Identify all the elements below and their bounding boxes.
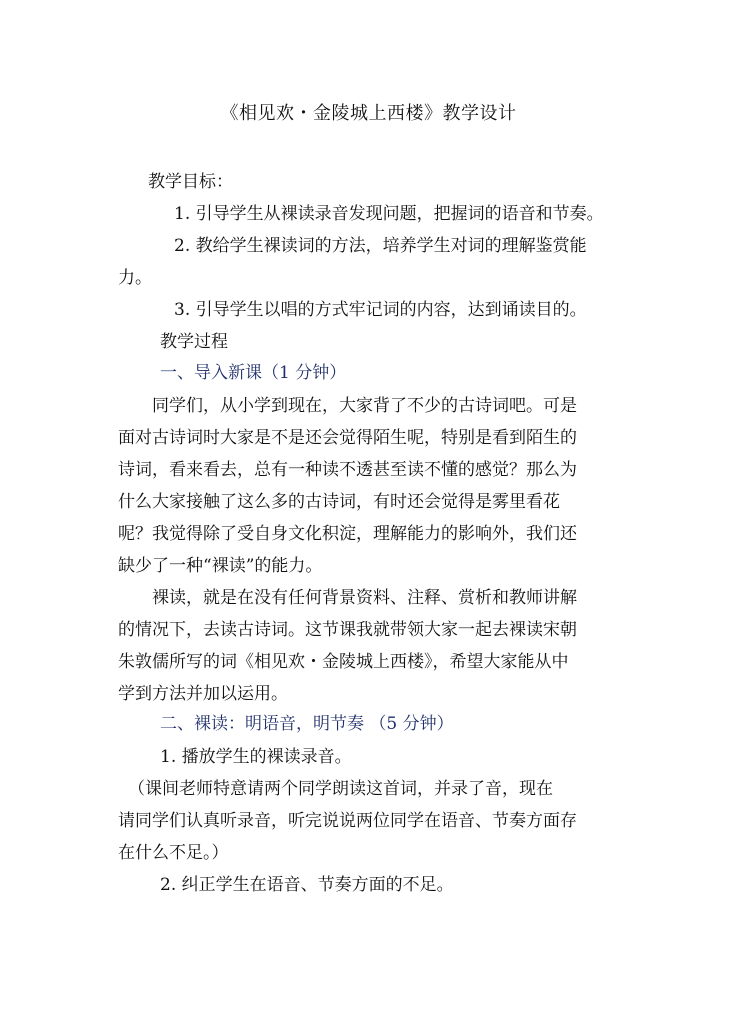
section1-para2-line: 裸读，就是在没有任何背景资料、注释、赏析和教师讲解 (152, 588, 577, 608)
document-title: 《相见欢・金陵城上西楼》教学设计 (220, 103, 517, 124)
section1-para1-line: 面对古诗词时大家是不是还会觉得陌生呢，特别是看到陌生的 (118, 428, 577, 448)
section1-para1-line: 同学们，从小学到现在，大家背了不少的古诗词吧。可是 (152, 396, 577, 416)
section1-para1-line: 诗词，看来看去，总有一种读不透甚至读不懂的感觉？那么为 (118, 460, 577, 480)
section1-para2-line: 的情况下，去读古诗词。这节课我就带领大家一起去裸读宋朝 (118, 620, 577, 640)
section1-para1-line: 呢？我觉得除了受自身文化积淀，理解能力的影响外，我们还 (118, 524, 577, 544)
section1-para1-line: 缺少了一种“裸读”的能力。 (118, 556, 323, 576)
section2-item: 请同学们认真听录音，听完说说两位同学在语音、节奏方面存 (118, 811, 577, 831)
section2-item: （课间老师特意请两个同学朗读这首词，并录了音，现在 (128, 779, 553, 799)
goal-item-2-continued: 力。 (118, 268, 152, 288)
section1-heading: 一、导入新课（1 分钟） (160, 363, 347, 383)
section2-item: 2. 纠正学生在语音、节奏方面的不足。 (160, 875, 454, 895)
section1-para2-line: 学到方法并加以运用。 (118, 684, 288, 704)
goal-item-3: 3. 引导学生以唱的方式牢记词的内容，达到诵读目的。 (174, 300, 587, 320)
goals-heading: 教学目标： (148, 172, 233, 192)
section2-item: 1. 播放学生的裸读录音。 (160, 747, 352, 767)
section1-para2-line: 朱敦儒所写的词《相见欢・金陵城上西楼》，希望大家能从中 (118, 652, 569, 672)
section2-heading: 二、裸读：明语音，明节奏 （5 分钟） (160, 714, 454, 734)
goal-item-1: 1. 引导学生从裸读录音发现问题，把握词的语音和节奏。 (174, 204, 604, 224)
section2-item: 在什么不足。） (118, 843, 229, 863)
goal-item-2: 2. 教给学生裸读词的方法，培养学生对词的理解鉴赏能 (174, 236, 587, 256)
process-heading: 教学过程 (160, 332, 228, 352)
section1-para1-line: 什么大家接触了这么多的古诗词，有时还会觉得是雾里看花 (118, 492, 560, 512)
